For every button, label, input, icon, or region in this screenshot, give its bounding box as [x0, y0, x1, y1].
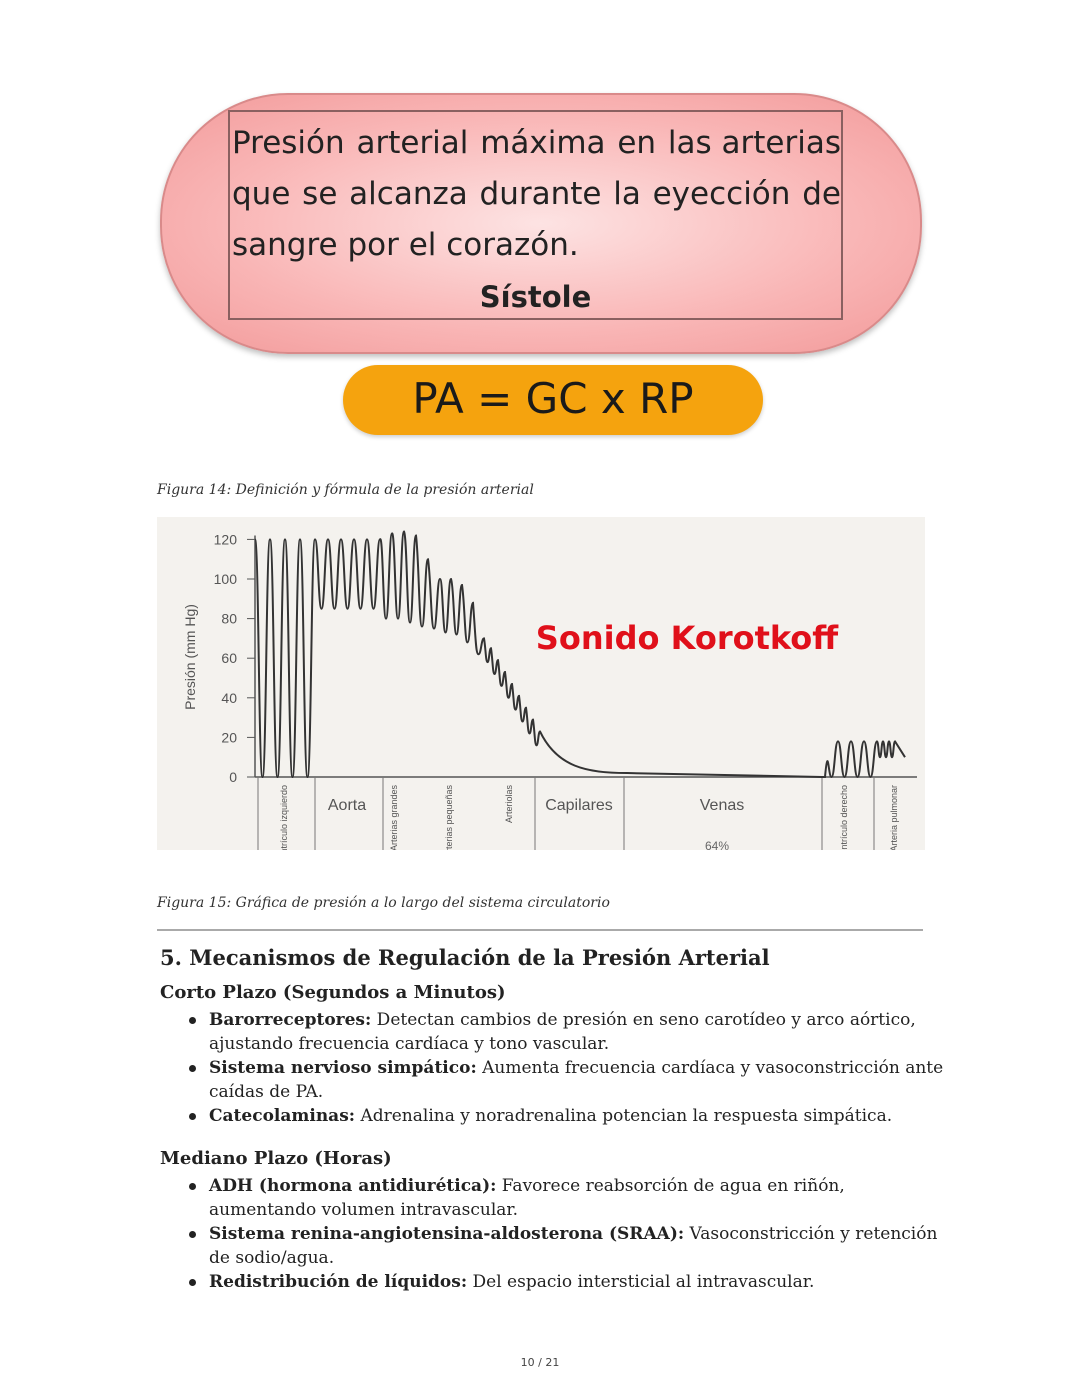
item-text: Aumenta frecuencia cardíaca y vasoconstricción ante caídas de PA. — [209, 1058, 944, 1102]
definition-word: las arterias — [667, 125, 841, 161]
chart-title: Sonido Korotkoff — [535, 619, 839, 657]
y-tick-label: 100 — [213, 571, 237, 587]
item-term: Catecolaminas: — [209, 1106, 356, 1126]
item-term: Sistema nervioso simpático: — [209, 1058, 477, 1078]
item-text: Adrenalina y noradrenalina potencian la respuesta simpática. — [355, 1106, 893, 1126]
definition-line — [232, 120, 841, 171]
y-tick-label: 60 — [221, 650, 237, 667]
item-term: Barorreceptores: — [209, 1010, 372, 1030]
definition-word: que — [232, 176, 291, 212]
list-item — [209, 1008, 954, 1056]
segment-label: Ventrículo derecho — [839, 785, 849, 850]
segment-label: Arteriolas — [504, 785, 514, 824]
section-title: 5. Mecanismos de Regulación de la Presión Arterial — [160, 945, 770, 970]
item-text: Vasoconstricción y retención de sodio/agua. — [209, 1224, 938, 1268]
segment-label: Arterias pequeñas — [444, 785, 454, 850]
definition-word: durante — [479, 176, 602, 212]
term-systole: Sístole — [479, 280, 592, 314]
short-term-heading: Corto Plazo (Segundos a Minutos) — [160, 982, 506, 1003]
definition-text: sangre por el corazón. — [232, 227, 579, 263]
segment-label: Arterias grandes — [389, 785, 399, 850]
y-tick-label: 80 — [221, 610, 237, 627]
definition-word: la — [613, 176, 641, 212]
list-item — [209, 1104, 954, 1128]
medium-term-heading: Mediano Plazo (Horas) — [160, 1148, 392, 1169]
y-tick-label: 40 — [221, 689, 237, 706]
definition-word: se — [302, 176, 338, 212]
list-item — [209, 1270, 954, 1294]
segment-label: Capilares — [545, 797, 613, 814]
segment-label: Venas — [699, 797, 745, 814]
item-term: Redistribución de líquidos: — [209, 1272, 468, 1292]
y-axis-label: Presión (mm Hg) — [182, 604, 198, 710]
list-item — [209, 1222, 954, 1270]
definition-word: en — [617, 125, 657, 161]
definition-word: alcanza — [349, 176, 468, 212]
definition-word: eyección — [652, 176, 791, 212]
segment-label: Ventrículo izquierdo — [279, 785, 289, 850]
y-tick-label: 20 — [221, 729, 237, 746]
list-item — [209, 1174, 954, 1222]
definition-word: Presión — [232, 125, 345, 161]
definition-word: máxima — [480, 125, 606, 161]
item-term: Sistema renina-angiotensina-aldosterona (SRAA): — [209, 1224, 685, 1244]
divider — [157, 929, 923, 931]
definition-word: de — [802, 176, 841, 212]
segment-label: Arteria pulmonar — [889, 785, 899, 850]
segment-label: Aorta — [327, 797, 367, 814]
definition-line — [232, 222, 841, 273]
y-tick-label: 120 — [213, 531, 237, 548]
footnote-label: 64% — [704, 839, 730, 850]
item-term: ADH (hormona antidiurética): — [209, 1176, 497, 1196]
item-text: Favorece reabsorción de agua en riñón, aumentando volumen intravascular. — [209, 1176, 845, 1220]
item-text: Detectan cambios de presión en seno carotídeo y arco aórtico, ajustando frecuencia cardíaca y tono vascular. — [209, 1010, 916, 1054]
definition-word: arterial — [356, 125, 469, 161]
definition-line — [232, 171, 841, 222]
y-tick-label: 0 — [229, 769, 237, 785]
pressure-chart-figure — [157, 517, 925, 850]
list-item — [209, 1056, 954, 1104]
item-text: Del espacio intersticial al intravascular. — [467, 1272, 815, 1292]
formula-badge: PA = GC x RP — [343, 365, 763, 435]
pressure-chart — [157, 517, 925, 850]
figure-14-caption: Figura 14: Definición y fórmula de la presión arterial — [157, 482, 534, 498]
definition-box — [228, 110, 843, 320]
figure-15-caption: Figura 15: Gráfica de presión a lo largo del sistema circulatorio — [157, 895, 610, 911]
page-number: 10 / 21 — [520, 1356, 560, 1369]
short-term-list — [185, 1008, 954, 1128]
medium-term-list — [185, 1174, 954, 1294]
